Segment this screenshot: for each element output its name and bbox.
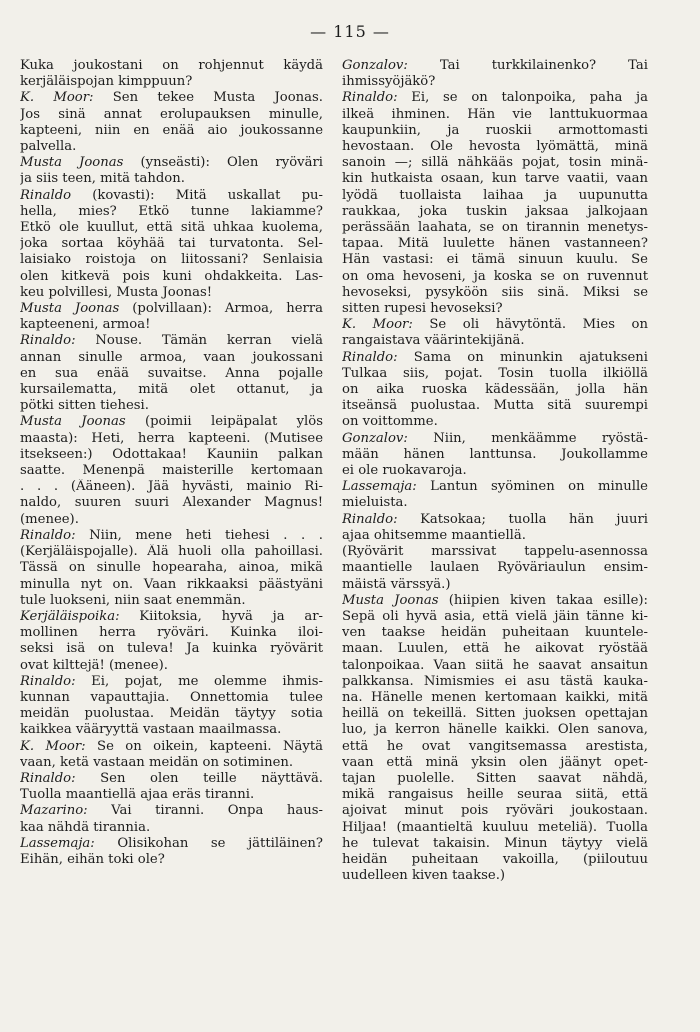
text-line: on aika ruoska kädessään, jolla hän bbox=[342, 382, 648, 398]
text-line: na. Hänelle menen kertomaan kaikki, mitä bbox=[342, 689, 648, 705]
text-line: kunnan vapauttajia. Onnettomia tulee bbox=[20, 689, 323, 705]
text-line: luo, ja kerron hänelle kaikki. Olen sanova, bbox=[342, 722, 648, 738]
text-line: kursailematta, mitä olet ottanut, ja bbox=[20, 382, 323, 398]
text-line: maan. Luulen, että he aikovat ryöstää bbox=[342, 641, 648, 657]
text-line: hevoseksi, pysyköön siis sinä. Miksi se bbox=[342, 284, 648, 300]
text-line: mikä rangaisus heille seuraa siitä, että bbox=[342, 787, 648, 803]
text-line: tule luokseni, niin saat enemmän. bbox=[20, 592, 246, 608]
text-line: . . . (Ääneen). Jää hyvästi, mainio Ri- bbox=[20, 479, 323, 495]
text-line: joka sortaa köyhää tai turvatonta. Sel- bbox=[20, 236, 323, 252]
text-line: minulla nyt on. Vaan rikkaaksi päästyäni bbox=[20, 576, 323, 592]
text-line: kaupunkiin, ja ruoskii armottomasti bbox=[342, 122, 648, 138]
text-line: talonpoikaa. Vaan siitä he saavat ansaitun bbox=[342, 657, 648, 673]
text-line: ihmissyöjäkö? bbox=[342, 74, 436, 90]
text-line: tajan puolelle. Sitten saavat nähdä, bbox=[342, 770, 648, 786]
text-line: en sua enää suvaitse. Anna pojalle bbox=[20, 365, 323, 381]
text-line: Mazarino: Vai tiranni. Onpa haus- bbox=[20, 803, 323, 819]
text-line: (Kerjäläispojalle). Älä huoli olla pahoillasi. bbox=[20, 544, 323, 560]
text-line: palvella. bbox=[20, 139, 77, 155]
text-line: ovat kilttejä! (menee). bbox=[20, 657, 168, 673]
text-line: Jos sinä annat erolupauksen minulle, bbox=[20, 106, 323, 122]
text-line: kapteeneni, armoa! bbox=[20, 317, 151, 333]
left-column bbox=[20, 58, 323, 868]
text-line: Rinaldo: Ei, pojat, me olemme ihmis- bbox=[20, 673, 323, 689]
text-line: Kuka joukostani on rohjennut käydä bbox=[20, 58, 323, 73]
text-line: Rinaldo: Ei, se on talonpoika, paha ja bbox=[342, 90, 648, 106]
page-number: — 115 — bbox=[310, 22, 390, 41]
text-line: maasta): Heti, herra kapteeni. (Mutisee bbox=[20, 430, 323, 446]
text-line: Gonzalov: Tai turkkilainenko? Tai bbox=[342, 58, 648, 73]
text-line: perässään laahata, se on tirannin menetys- bbox=[342, 220, 648, 236]
text-line: Rinaldo: Sen olen teille näyttävä. bbox=[20, 770, 323, 786]
text-line: sanoin —; sillä nähkääs pojat, tosin minä- bbox=[342, 155, 648, 171]
text-line: Rinaldo (kovasti): Mitä uskallat pu- bbox=[20, 187, 323, 203]
text-line: he tulevat takaisin. Minun täytyy vielä bbox=[342, 835, 648, 851]
text-line: tapaa. Mitä luulette hänen vastanneen? bbox=[342, 236, 648, 252]
text-line: vaan, ketä vastaan meidän on sotiminen. bbox=[20, 754, 294, 770]
text-line: lyödä tuollaista laihaa ja uupunutta bbox=[342, 187, 648, 203]
text-line: maantielle laulaen Ryöväriaulun ensim- bbox=[342, 560, 648, 576]
text-line: hella, mies? Etkö tunne lakiamme? bbox=[20, 203, 323, 219]
text-line: Eihän, eihän toki ole? bbox=[20, 851, 165, 867]
text-line: ven taakse heidän puheitaan kuuntele- bbox=[342, 625, 648, 641]
text-line: että he ovat vangitsemassa arestista, bbox=[342, 738, 648, 754]
text-line: Rinaldo: Nouse. Tämän kerran vielä bbox=[20, 333, 323, 349]
text-line: Musta Joonas (poimii leipäpalat ylös bbox=[20, 414, 323, 430]
text-line: saatte. Menenpä maisterille kertomaan bbox=[20, 463, 323, 479]
text-line: K. Moor: Sen tekee Musta Joonas. bbox=[20, 90, 323, 106]
text-line: Rinaldo: Niin, mene heti tiehesi . . . bbox=[20, 527, 323, 543]
text-line: Tulkaa siis, pojat. Tosin tuolla ilkiöllä bbox=[342, 365, 648, 381]
text-line: sitten rupesi hevoseksi? bbox=[342, 301, 503, 317]
text-line: (menee). bbox=[20, 511, 79, 527]
text-line: ajoivat minut pois ryöväri joukostaan. bbox=[342, 803, 648, 819]
text-line: Musta Joonas (hiipien kiven takaa esille): bbox=[342, 592, 648, 608]
text-line: Lassemaja: Lantun syöminen on minulle bbox=[342, 479, 648, 495]
right-column bbox=[342, 58, 648, 884]
text-line: kerjäläispojan kimppuun? bbox=[20, 74, 193, 90]
text-line: Musta Joonas (ynseästi): Olen ryöväri bbox=[20, 155, 323, 171]
text-line: kin hutkaista osaan, kun tarve vaatii, vaan bbox=[342, 171, 648, 187]
text-line: rangaistava väärintekijänä. bbox=[342, 333, 525, 349]
text-line: mollinen herra ryöväri. Kuinka iloi- bbox=[20, 625, 323, 641]
text-line: olen kitkevä pois kuni ohdakkeita. Las- bbox=[20, 268, 323, 284]
text-line: hevostaan. Ole hevosta lyömättä, minä bbox=[342, 139, 648, 155]
text-line: kaikkea vääryyttä vastaan maailmassa. bbox=[20, 722, 282, 738]
text-line: annan sinulle armoa, vaan joukossani bbox=[20, 349, 323, 365]
text-line: palkkansa. Nimismies ei asu tästä kauka- bbox=[342, 673, 648, 689]
text-line: itsekseen:) Odottakaa! Kauniin palkan bbox=[20, 446, 323, 462]
text-line: Hiljaa! (maantieltä kuuluu meteliä). Tuolla bbox=[342, 819, 648, 835]
text-line: Rinaldo: Sama on minunkin ajatukseni bbox=[342, 349, 648, 365]
text-line: uudelleen kiven taakse.) bbox=[342, 868, 506, 884]
text-line: Tässä on sinulle hopearaha, ainoa, mikä bbox=[20, 560, 323, 576]
text-line: ja siis teen, mitä tahdon. bbox=[20, 171, 185, 187]
text-line: Gonzalov: Niin, menkäämme ryöstä- bbox=[342, 430, 648, 446]
text-line: kapteeni, niin en enää aio joukossanne bbox=[20, 122, 323, 138]
text-line: mään hänen lanttunsa. Joukollamme bbox=[342, 446, 648, 462]
text-line: laisiako roistoja on liitossani? Senlaisia bbox=[20, 252, 323, 268]
text-line: Etkö ole kuullut, että sitä uhkaa kuolema, bbox=[20, 220, 323, 236]
text-line: on oma hevoseni, ja koska se on ruvennut bbox=[342, 268, 648, 284]
text-line: seksi isä on tuleva! Ja kuinka ryövärit bbox=[20, 641, 323, 657]
text-line: ilkeä ihminen. Hän vie lanttukuormaa bbox=[342, 106, 648, 122]
text-line: on voittomme. bbox=[342, 414, 438, 430]
text-line: Musta Joonas (polvillaan): Armoa, herra bbox=[20, 301, 323, 317]
text-line: mäistä värssyä.) bbox=[342, 576, 451, 592]
text-line: mieluista. bbox=[342, 495, 408, 511]
text-line: vaan että minä yksin olen jäänyt opet- bbox=[342, 754, 648, 770]
text-line: keu polvillesi, Musta Joonas! bbox=[20, 284, 213, 300]
text-line: naldo, suuren suuri Alexander Magnus! bbox=[20, 495, 323, 511]
text-line: ajaa ohitsemme maantiellä. bbox=[342, 527, 526, 543]
text-line: ei ole ruokavaroja. bbox=[342, 463, 467, 479]
text-line: heillä on tekeillä. Sitten juoksen opettajan bbox=[342, 706, 648, 722]
text-line: kaa nähdä tirannia. bbox=[20, 819, 151, 835]
text-line: itseänsä puolustaa. Mutta sitä suurempi bbox=[342, 398, 648, 414]
text-line: K. Moor: Se oli hävytöntä. Mies on bbox=[342, 317, 648, 333]
text-line: Kerjäläispoika: Kiitoksia, hyvä ja ar- bbox=[20, 608, 323, 624]
text-line: heidän puheitaan vakoilla, (piiloutuu bbox=[342, 851, 648, 867]
text-line: Tuolla maantiellä ajaa eräs tiranni. bbox=[20, 787, 255, 803]
text-line: K. Moor: Se on oikein, kapteeni. Näytä bbox=[20, 738, 323, 754]
text-line: meidän puolustaa. Meidän täytyy sotia bbox=[20, 706, 323, 722]
text-line: Sepä oli hyvä asia, että vielä jäin tänne ki- bbox=[342, 608, 648, 624]
text-line: raukkaa, joka tuskin jaksaa jalkojaan bbox=[342, 203, 648, 219]
text-line: Rinaldo: Katsokaa; tuolla hän juuri bbox=[342, 511, 648, 527]
text-line: (Ryövärit marssivat tappelu-asennossa bbox=[342, 544, 648, 560]
text-line: pötki sitten tiehesi. bbox=[20, 398, 149, 414]
text-line: Lassemaja: Olisikohan se jättiläinen? bbox=[20, 835, 323, 851]
text-line: Hän vastasi: ei tämä sinuun kuulu. Se bbox=[342, 252, 648, 268]
